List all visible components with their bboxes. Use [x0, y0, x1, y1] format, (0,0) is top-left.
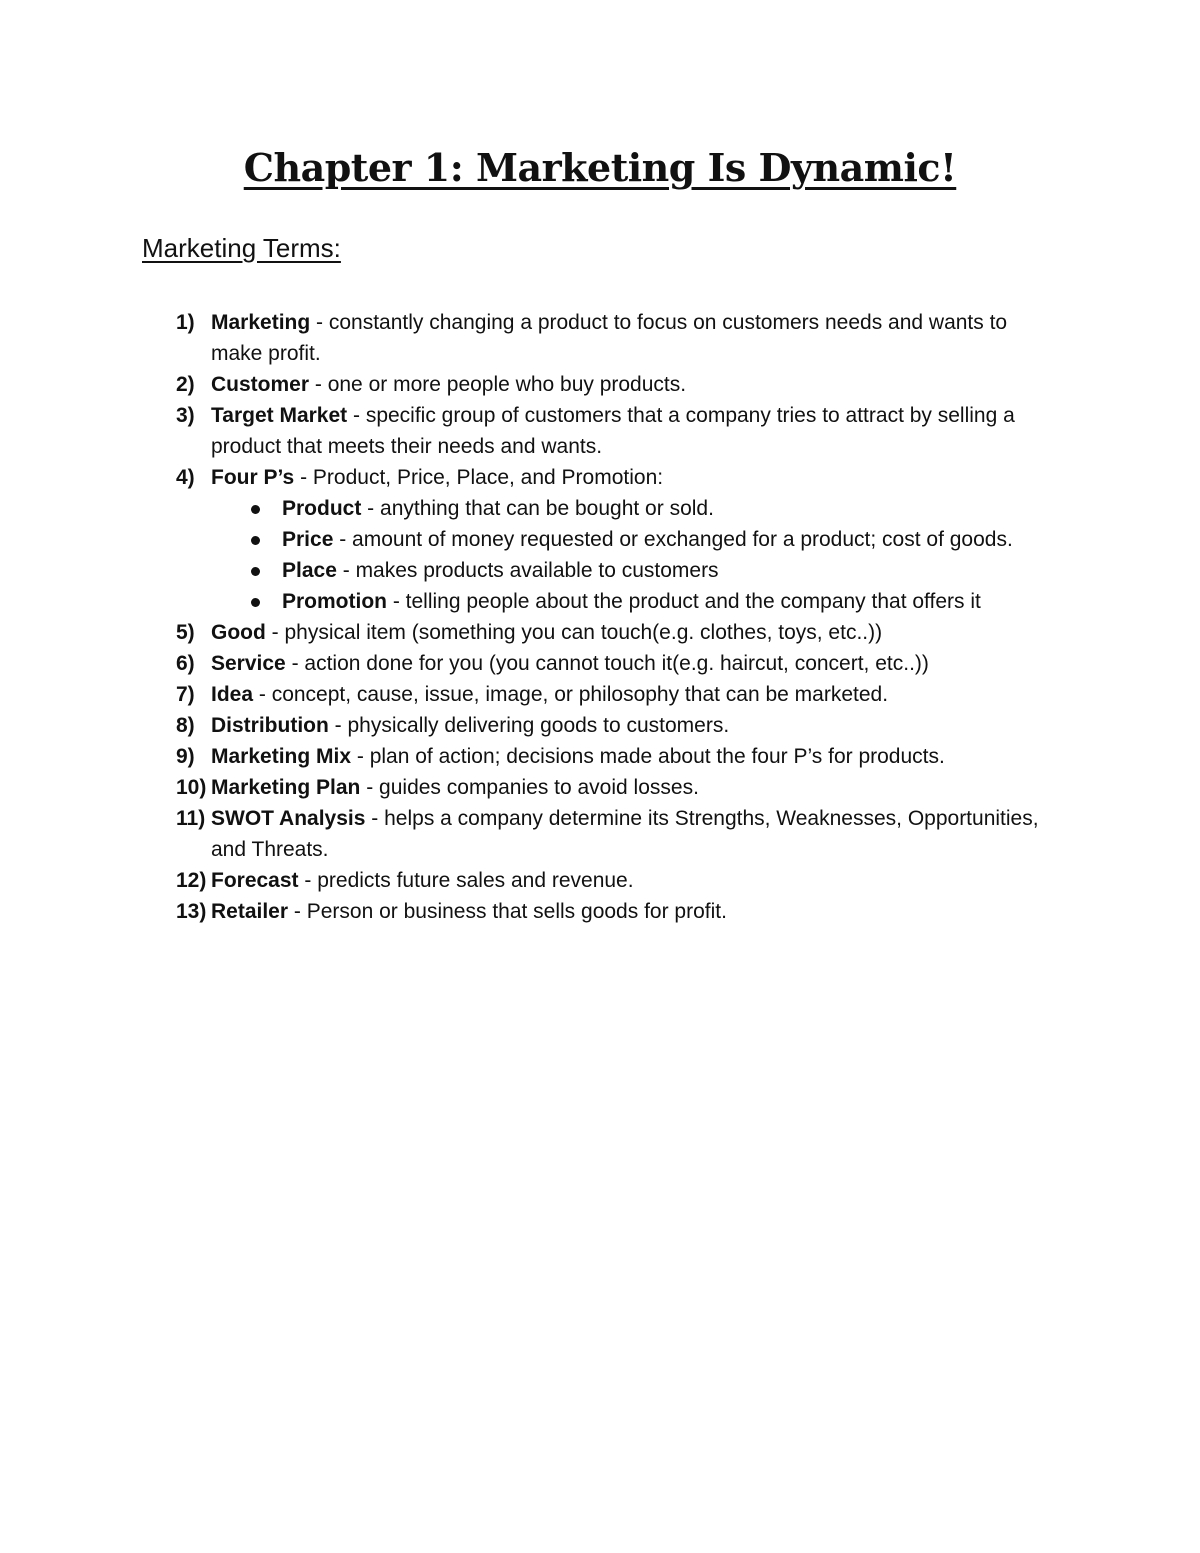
term-item [0, 462, 1041, 617]
term-name: Idea [211, 683, 254, 706]
term-definition: physical item (something you can touch(e.g. clothes, toys, etc..)) [284, 621, 883, 644]
term-definition: guides companies to avoid losses. [379, 776, 699, 799]
term-separator: - [333, 528, 353, 551]
term-separator: - [328, 714, 348, 737]
term-number: 2) [176, 373, 195, 396]
sub-term-definition: anything that can be bought or sold. [380, 497, 714, 520]
sub-term-name: Price [282, 528, 334, 551]
term-separator: - [351, 745, 370, 768]
term-separator: - [360, 776, 380, 799]
term-number: 12) [176, 869, 207, 892]
term-name: Good [211, 621, 266, 644]
term-item [0, 865, 1041, 896]
sub-term-name: Place [282, 559, 337, 582]
term-item [0, 772, 1041, 803]
term-definition: physically delivering goods to customers. [347, 714, 730, 737]
sub-item [211, 586, 1062, 617]
term-separator: - [253, 683, 272, 706]
term-separator: - [365, 807, 385, 830]
term-separator: - [310, 311, 329, 334]
bullet-icon [251, 505, 260, 514]
bullet-icon [251, 567, 260, 576]
term-number: 11) [176, 807, 206, 830]
term-name: Marketing Mix [211, 745, 352, 768]
term-name: Forecast [211, 869, 299, 892]
term-item [0, 617, 1041, 648]
term-definition: constantly changing a product to focus on customers needs and wants to make profit. [211, 311, 1008, 365]
term-name: Target Market [211, 404, 348, 427]
term-item [0, 307, 1041, 369]
term-separator: - [336, 559, 356, 582]
term-separator: - [387, 590, 406, 613]
term-item [0, 896, 1041, 927]
term-definition: specific group of customers that a company tries to attract by selling a product that meets their needs and wants. [211, 404, 1015, 458]
term-name: Customer [211, 373, 310, 396]
term-name: Marketing Plan [211, 776, 361, 799]
term-separator: - [347, 404, 366, 427]
term-definition: Product, Price, Place, and Promotion: [312, 466, 664, 489]
term-item [0, 400, 1041, 462]
term-separator: - [294, 466, 313, 489]
term-separator: - [265, 621, 285, 644]
term-item [0, 710, 1041, 741]
page-title: Chapter 1: Marketing Is Dynamic! [243, 145, 957, 190]
term-name: Marketing [211, 311, 311, 334]
term-separator: - [288, 900, 307, 923]
sub-term-name: Product [282, 497, 362, 520]
sub-term-definition: telling people about the product and the company that offers it [405, 590, 981, 613]
term-separator: - [361, 497, 381, 520]
term-definition: concept, cause, issue, image, or philosophy that can be marketed. [271, 683, 889, 706]
term-definition: helps a company determine its Strengths, Weaknesses, Opportunities, and Threats. [211, 807, 1039, 861]
term-number: 1) [176, 311, 195, 334]
term-name: Four P’s [211, 466, 295, 489]
sub-item [211, 555, 1062, 586]
sub-term-definition: makes products available to customers [355, 559, 719, 582]
term-number: 5) [176, 621, 195, 644]
terms-list [0, 307, 1200, 927]
sub-item [211, 524, 1062, 555]
term-definition: Person or business that sells goods for profit. [306, 900, 727, 923]
bullet-icon [251, 536, 260, 545]
term-definition: action done for you (you cannot touch it(e.g. haircut, concert, etc..)) [304, 652, 929, 675]
term-name: Distribution [211, 714, 329, 737]
term-definition: plan of action; decisions made about the four P’s for products. [369, 745, 945, 768]
sub-item [211, 493, 1062, 524]
term-number: 9) [176, 745, 195, 768]
term-definition: predicts future sales and revenue. [317, 869, 634, 892]
term-separator: - [285, 652, 305, 675]
term-number: 7) [176, 683, 195, 706]
sub-list [211, 493, 1041, 617]
term-item [0, 803, 1041, 865]
sub-term-name: Promotion [282, 590, 387, 613]
term-item [0, 679, 1041, 710]
sub-term-definition: amount of money requested or exchanged for a product; cost of goods. [352, 528, 1013, 551]
term-item [0, 369, 1041, 400]
term-number: 3) [176, 404, 195, 427]
term-number: 6) [176, 652, 195, 675]
section-heading: Marketing Terms: [142, 233, 341, 263]
term-number: 13) [176, 900, 207, 923]
term-item [0, 648, 1041, 679]
term-item [0, 741, 1041, 772]
term-number: 4) [176, 466, 195, 489]
term-separator: - [309, 373, 328, 396]
term-separator: - [298, 869, 318, 892]
bullet-icon [251, 598, 260, 607]
term-number: 8) [176, 714, 195, 737]
term-definition: one or more people who buy products. [327, 373, 687, 396]
term-name: SWOT Analysis [211, 807, 366, 830]
term-name: Retailer [211, 900, 289, 923]
term-number: 10) [176, 776, 207, 799]
term-name: Service [211, 652, 286, 675]
